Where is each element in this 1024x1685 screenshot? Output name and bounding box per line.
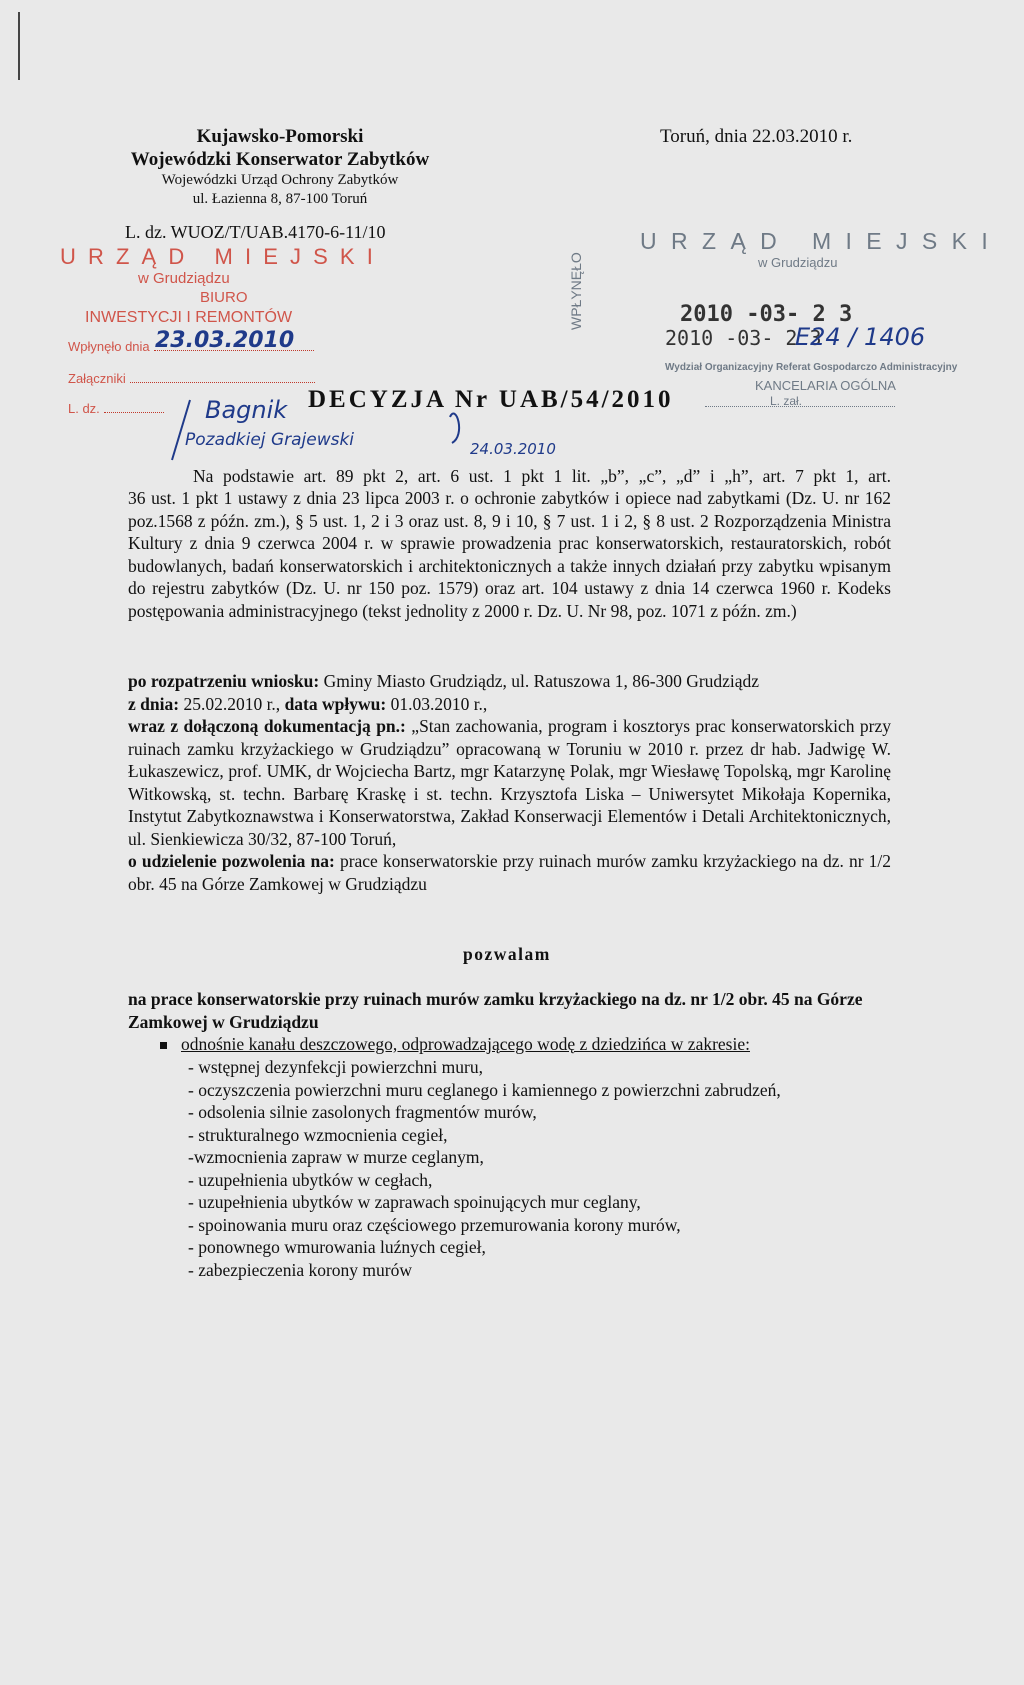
received-label: Wpłynęło dnia bbox=[68, 339, 150, 354]
permit-scope: na prace konserwatorskie przy ruinach murów zamku krzyżackiego na dz. nr 1/2 obr. 45 na Górze Zamkowej w Grudziądzu bbox=[128, 989, 863, 1032]
permission-value: prace konserwatorskie przy ruinach murów zamku krzyżackiego na dz. nr 1/2 obr. 45 na Górze Zamkowej w Grudziądzu bbox=[128, 851, 891, 894]
binder-mark bbox=[18, 12, 20, 80]
handwritten-signature-2: Pozadkiej Grajewski bbox=[185, 430, 355, 450]
list-item: - uzupełnienia ubytków w zaprawach spoinujących mur ceglany, bbox=[188, 1192, 641, 1212]
incoming-stamp-left bbox=[60, 244, 390, 328]
application-line-3 bbox=[128, 715, 891, 850]
legal-basis-text: 36 ust. 1 pkt 1 ustawy z dnia 23 lipca 2003 r. o ochronie zabytków i opiece nad zabytkami (Dz. U. nr 162 poz.1568 z późn. zm.), § 5 ust. 1, 2 i 3 oraz ust. 8, 9 i 10, § 7 ust. 1 i 2, § 8 ust. 2 Rozporządzenia Ministra Kultury z dnia 9 czerwca 2004 r. w sprawie prowadzenia prac konserwatorskich, restauratorskich, robót budowlanych, badań konserwatorskich i architektonicznych a także innych działań przy zabytku wpisanym do rejestru zabytków (Dz. U. nr 150 poz. 1579) oraz art. 104 ustawy z dnia 14 czerwca 1960 r. Kodeks postępowania administracyjnego (tekst jednolity z 2000 r. Dz. U. Nr 98, poz. 1071 z późn. zm.) bbox=[128, 488, 891, 621]
list-item: - uzupełnienia ubytków w cegłach, bbox=[188, 1169, 433, 1190]
issuer-header bbox=[110, 125, 450, 209]
stamp-left-line4: INWESTYCJI I REMONTÓW bbox=[85, 309, 293, 326]
permit-word: pozwalam bbox=[463, 944, 551, 964]
stamp-right-dept: Wydział Organizacyjny Referat Gospodarczo Administracyjny bbox=[665, 362, 958, 373]
issuer-line2: Wojewódzki Konserwator Zabytków bbox=[130, 149, 430, 170]
application-line-1 bbox=[128, 670, 891, 693]
list-item: - odsolenia silnie zasolonych fragmentów murów, bbox=[188, 1102, 537, 1122]
stamp-right-line2: w Grudziądzu bbox=[758, 255, 838, 270]
stamp-right-date2: 2010 -03- 2 3 bbox=[665, 326, 822, 350]
received-handwritten-date: 23.03.2010 bbox=[155, 328, 295, 353]
application-line-4 bbox=[128, 850, 891, 895]
application-section bbox=[128, 670, 891, 895]
issuer-line3: Wojewódzki Urząd Ochrony Zabytków bbox=[161, 172, 399, 188]
application-value: Gminy Miasto Grudziądz, ul. Ratuszowa 1, 86-300 Grudziądz bbox=[319, 671, 760, 691]
stamp-left-line2: w Grudziądzu bbox=[138, 270, 230, 287]
ldz-label: L. dz. bbox=[68, 401, 100, 416]
handwritten-date: 24.03.2010 bbox=[470, 440, 556, 458]
list-item: - strukturalnego wzmocnienia cegieł, bbox=[188, 1124, 448, 1145]
documentation-label: wraz z dołączoną dokumentacją pn.: bbox=[128, 716, 406, 736]
documentation-value: „Stan zachowania, program i kosztorys prac konserwatorskich przy ruinach zamku krzyżackiego w Grudziądzu” opracowaną w Toruniu w 2010 r. przez dr hab. Jadwigę W. Łukaszewicz, prof. UMK, dr Wojciecha Bartz, mgr Katarzynę Polak, mgr Wiesławę Topolską, mgr Karolinę Witkowską, st. techn. Barbarę Kraskę i st. techn. Krzysztofa Liska – Uniwersytet Mikołaja Kopernika, Instytut Zabytkoznawstwa i Konserwatorstwa, Zakład Konserwacji Elementów i Detali Architektonicznych, ul. Sienkiewicza 30/32, 87-100 Toruń, bbox=[128, 716, 891, 849]
list-item: - zabezpieczenia korony murów bbox=[188, 1259, 412, 1280]
decision-title: DECYZJA Nr UAB/54/2010 bbox=[308, 386, 674, 413]
place-date: Toruń, dnia 22.03.2010 r. bbox=[660, 126, 853, 147]
date-value: 25.02.2010 r., bbox=[179, 693, 285, 714]
stamp-left-line1: U R Z Ą D M I E J S K I bbox=[60, 244, 376, 269]
list-item: - oczyszczenia powierzchni muru ceglanego i kamiennego z powierzchni zabrudzeń, bbox=[188, 1079, 781, 1100]
bullet-title: odnośnie kanału deszczowego, odprowadzającego wodę z dziedzińca w zakresie: bbox=[181, 1034, 750, 1054]
receipt-value: 01.03.2010 r., bbox=[386, 693, 488, 714]
list-item: - spoinowania muru oraz częściowego przemurowania korony murów, bbox=[188, 1214, 681, 1235]
issuer-line1: Kujawsko-Pomorski bbox=[196, 126, 364, 147]
stamp-right-number: E24 / 1406 bbox=[795, 323, 926, 351]
list-item: -wzmocnienia zapraw w murze ceglanym, bbox=[188, 1147, 484, 1167]
bullet-marker bbox=[160, 1042, 167, 1049]
attachments-field bbox=[68, 370, 328, 388]
stamp-right-office: KANCELARIA OGÓLNA bbox=[755, 378, 896, 393]
date-label: z dnia: bbox=[128, 693, 180, 714]
issuer-line4: ul. Łazienna 8, 87-100 Toruń bbox=[192, 191, 368, 207]
works-list bbox=[188, 1056, 908, 1281]
stamp-left-line3: BIURO bbox=[200, 289, 248, 306]
permission-label: o udzielenie pozwolenia na: bbox=[128, 851, 335, 871]
stamp-right-lzal: L. zał. bbox=[770, 394, 803, 408]
handwritten-signature-1: Bagnik bbox=[205, 396, 288, 424]
stamp-right-vertical: WPŁYNĘŁO bbox=[568, 252, 584, 330]
application-line-2 bbox=[128, 693, 891, 716]
application-label: po rozpatrzeniu wniosku: bbox=[128, 671, 320, 691]
stamp-right-date1: 2010 -03- 2 3 bbox=[680, 302, 853, 327]
stamp-right-line1: U R Z Ą D M I E J S K I bbox=[640, 228, 992, 254]
list-item: - wstępnej dezynfekcji powierzchni muru, bbox=[188, 1057, 483, 1077]
list-item: - ponownego wmurowania luźnych cegieł, bbox=[188, 1237, 486, 1257]
reference-number: L. dz. WUOZ/T/UAB.4170-6-11/10 bbox=[125, 222, 386, 242]
attachments-label: Załączniki bbox=[68, 371, 126, 386]
bullet-item bbox=[160, 1033, 900, 1056]
legal-basis-first-line: Na podstawie art. 89 pkt 2, art. 6 ust. 1 pkt 1 lit. „b”, „c”, „d” i „h”, art. 7 pkt 1, art. bbox=[193, 466, 891, 486]
receipt-label: data wpływu: bbox=[284, 693, 387, 714]
